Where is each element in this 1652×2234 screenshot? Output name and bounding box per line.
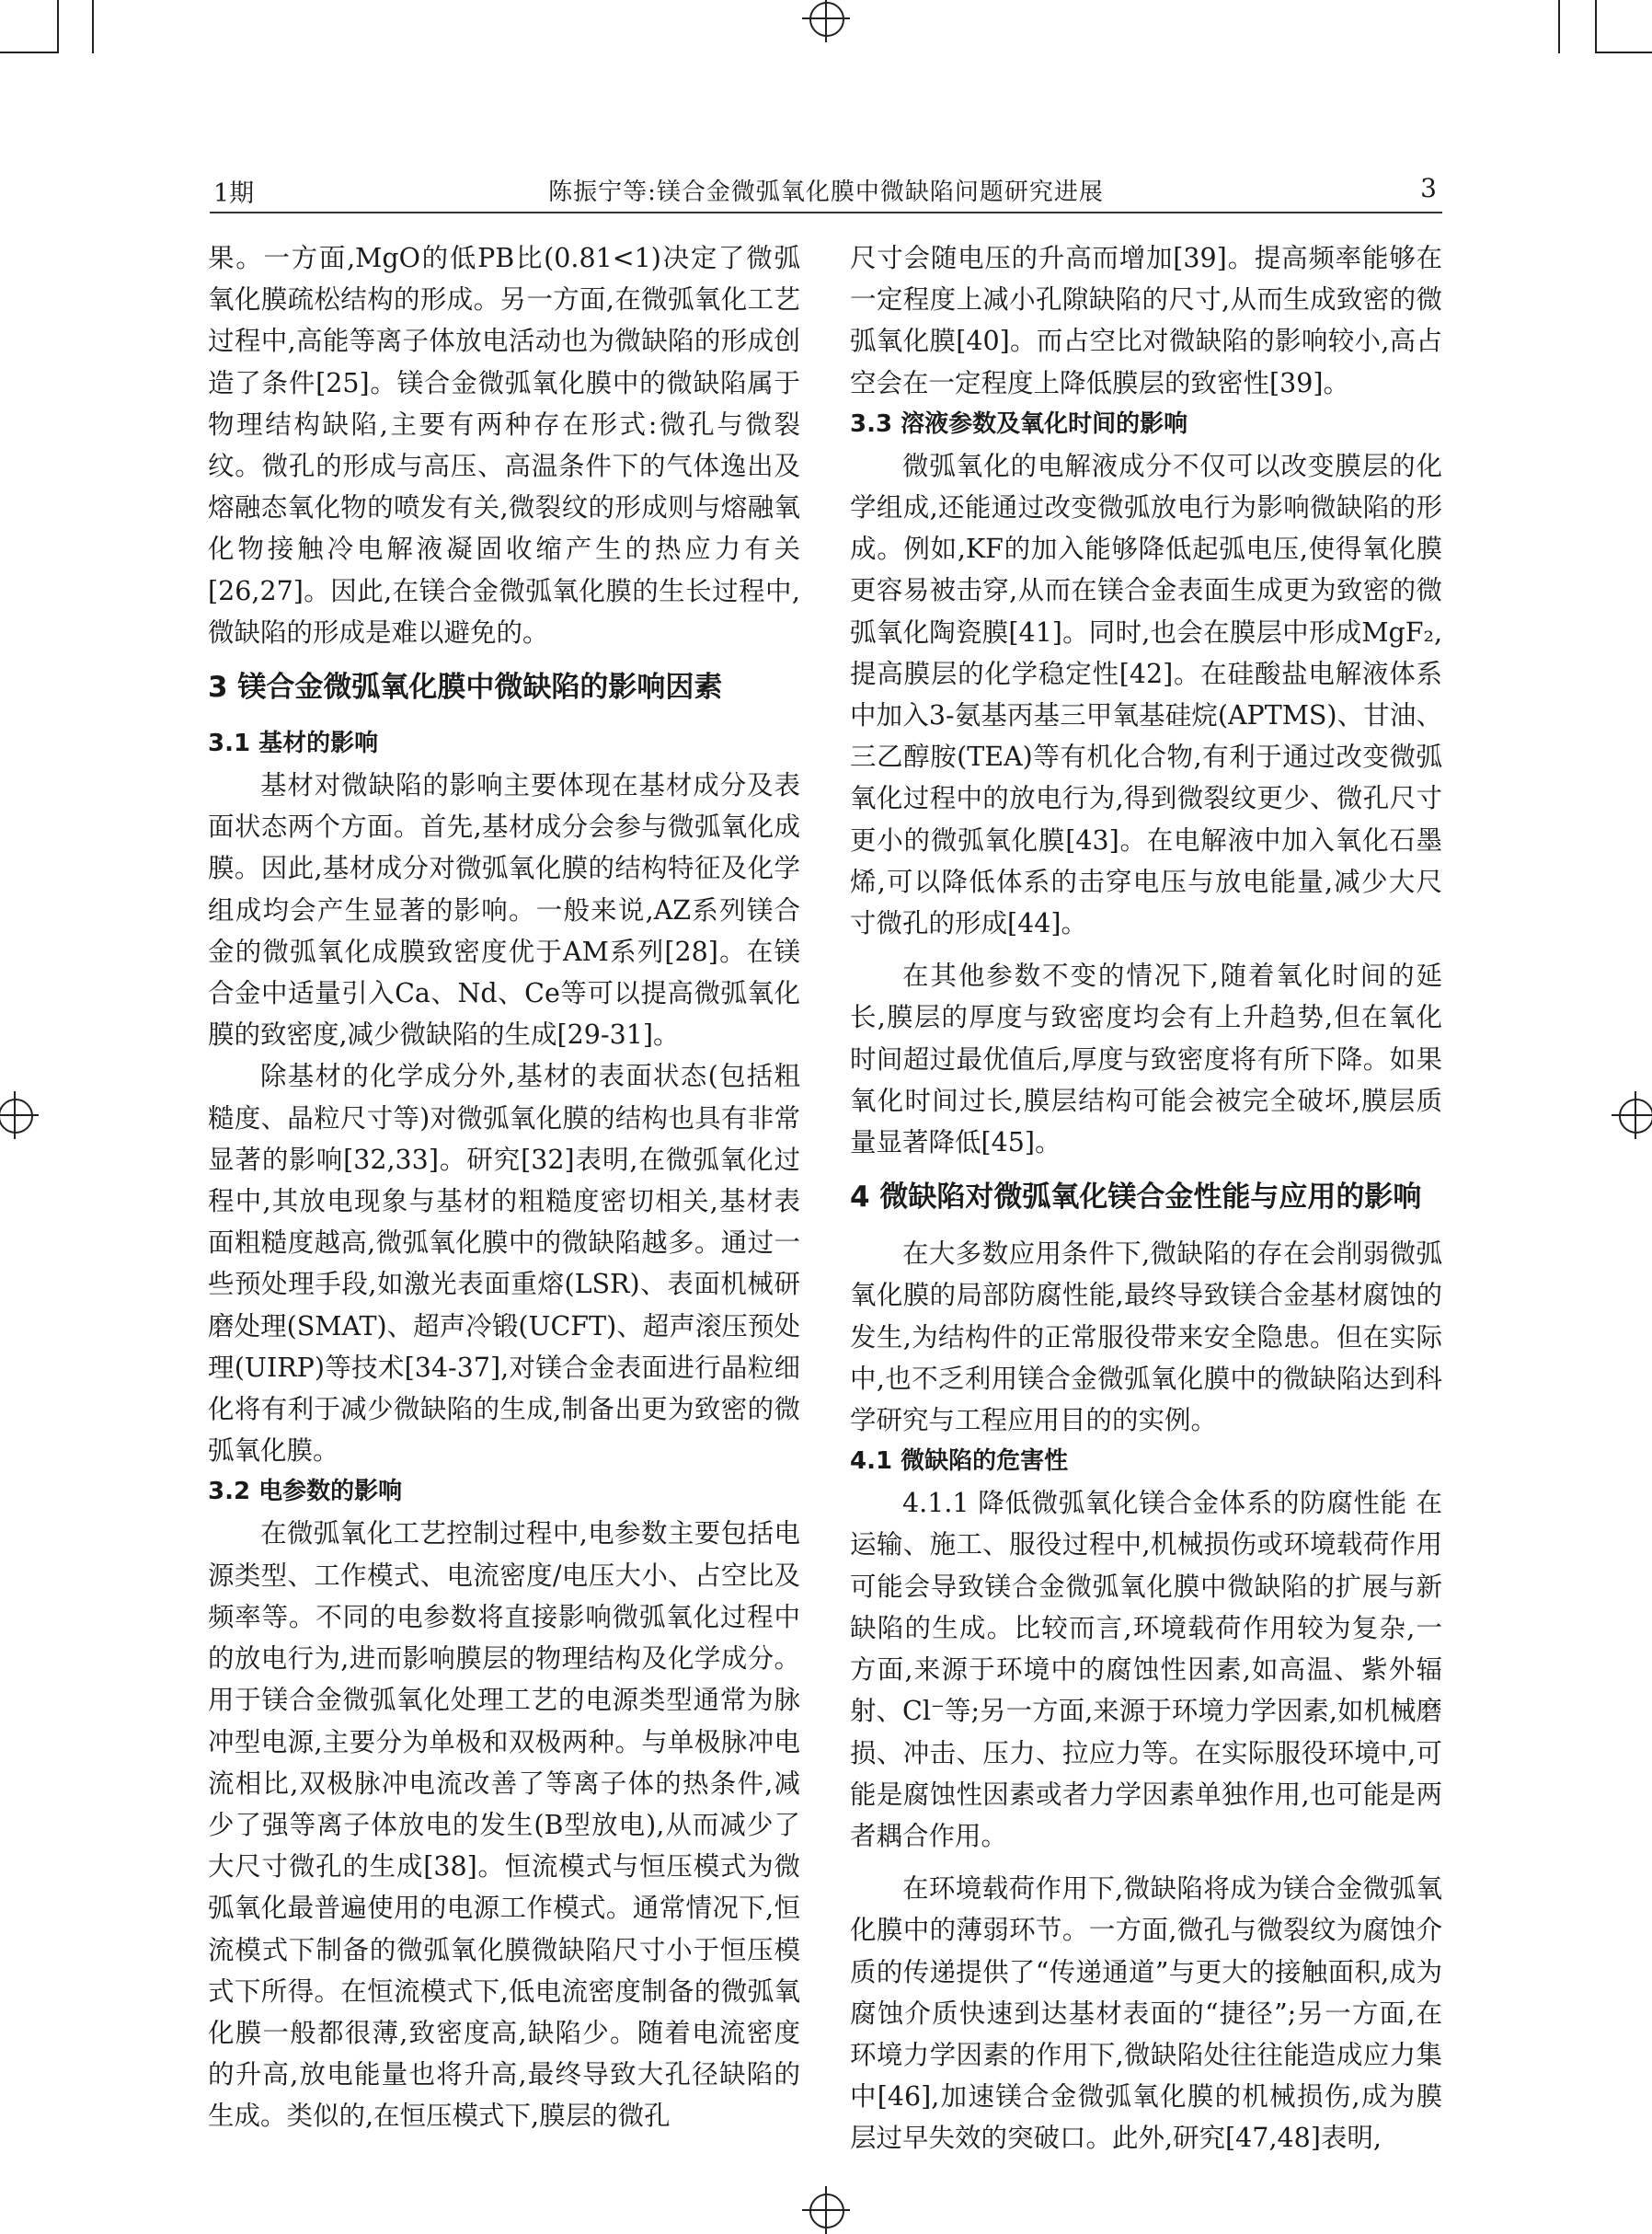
- subsection-heading: 3.2 电参数的影响: [208, 1478, 403, 1506]
- crop-mark: [92, 0, 94, 53]
- paragraph: 除基材的化学成分外,基材的表面状态(包括粗糙度、晶粒尺寸等)对微弧氧化膜的结构也具有非常显著的影响[32,33]。研究[32]表明,在微弧氧化过程中,其放电现象与基材的粗糙度密切相关,基材表面粗糙度越高,微弧氧化膜中的微缺陷越多。通过一些预处理手段,如激光表面重熔(LSR)、表面机械研磨处理(SMAT)、超声冷锻(UCFT)、超声滚压预处理(UIRP)等技术[34-37],对镁合金表面进行晶粒细化将有利于减少微缺陷的生成,制备出更为致密的微弧氧化膜。: [208, 1061, 800, 1467]
- registration-mark-bottom: [802, 2186, 850, 2234]
- paragraph: 基材对微缺陷的影响主要体现在基材成分及表面状态两个方面。首先,基材成分会参与微弧氧化成膜。因此,基材成分对微弧氧化膜的结构特征及化学组成均会产生显著的影响。一般来说,AZ系列镁合金的微弧氧化成膜致密度优于AM系列[28]。在镁合金中适量引入Ca、Nd、Ce等可以提高微弧氧化膜的致密度,减少微缺陷的生成[29-31]。: [208, 770, 800, 1051]
- crop-mark: [0, 52, 59, 53]
- running-title: 陈振宁等:镁合金微弧氧化膜中微缺陷问题研究进展: [548, 178, 1104, 206]
- registration-mark-left: [0, 1091, 39, 1139]
- page-number: 3: [1420, 173, 1437, 203]
- subsection-heading: 4.1 微缺陷的危害性: [850, 1447, 1069, 1476]
- paragraph: 在其他参数不变的情况下,随着氧化时间的延长,膜层的厚度与致密度均会有上升趋势,但在氧化时间超过最优值后,厚度与致密度将有所下降。如果氧化时间过长,膜层结构可能会被完全破坏,膜层质量显著降低[45]。: [850, 961, 1442, 1158]
- issue-label: 1期: [213, 179, 255, 208]
- left-column: [208, 237, 800, 2137]
- crop-mark: [1595, 52, 1652, 53]
- crop-mark: [1558, 0, 1560, 53]
- paragraph: 在大多数应用条件下,微缺陷的存在会削弱微弧氧化膜的局部防腐性能,最终导致镁合金基材腐蚀的发生,为结构件的正常服役带来安全隐患。但在实际中,也不乏利用镁合金微弧氧化膜中的微缺陷达到科学研究与工程应用目的的实例。: [850, 1238, 1442, 1436]
- subsection-heading: 3.1 基材的影响: [208, 730, 379, 758]
- crop-mark: [57, 0, 59, 53]
- crop-mark: [1595, 0, 1597, 53]
- subsection-heading: 3.3 溶液参数及氧化时间的影响: [850, 409, 1188, 438]
- section-heading: 3 镁合金微弧氧化膜中微缺陷的影响因素: [208, 671, 723, 705]
- right-column: [850, 237, 1442, 2159]
- paragraph: 4.1.1 降低微弧氧化镁合金体系的防腐性能 在运输、施工、服役过程中,机械损伤或环境载荷作用可能会导致镁合金微弧氧化膜中微缺陷的扩展与新缺陷的生成。比较而言,环境载荷作用较为复杂,一方面,来源于环境中的腐蚀性因素,如高温、紫外辐射、Cl⁻等;另一方面,来源于环境力学因素,如机械磨损、冲击、压力、拉应力等。在实际服役环境中,可能是腐蚀性因素或者力学因素单独作用,也可能是两者耦合作用。: [850, 1488, 1442, 1851]
- registration-mark-right: [1612, 1091, 1652, 1139]
- section-heading: 4 微缺陷对微弧氧化镁合金性能与应用的影响: [850, 1180, 1422, 1215]
- paragraph: 在环境载荷作用下,微缺陷将成为镁合金微弧氧化膜中的薄弱环节。一方面,微孔与微裂纹为腐蚀介质的传递提供了“传递通道”与更大的接触面积,成为腐蚀介质快速到达基材表面的“捷径”;另一方面,在环境力学因素的作用下,微缺陷处往往能造成应力集中[46],加速镁合金微弧氧化膜的机械损伤,成为膜层过早失效的突破口。此外,研究[47,48]表明,: [850, 1873, 1442, 2154]
- registration-mark-top: [802, 0, 850, 42]
- paragraph: 微弧氧化的电解液成分不仅可以改变膜层的化学组成,还能通过改变微弧放电行为影响微缺陷的形成。例如,KF的加入能够降低起弧电压,使得氧化膜更容易被击穿,从而在镁合金表面生成更为致密的微弧氧化陶瓷膜[41]。同时,也会在膜层中形成MgF₂,提高膜层的化学稳定性[42]。在硅酸盐电解液体系中加入3-氨基丙基三甲氧基硅烷(APTMS)、甘油、三乙醇胺(TEA)等有机化合物,有利于通过改变微弧氧化过程中的放电行为,得到微裂纹更少、微孔尺寸更小的微弧氧化膜[43]。在电解液中加入氧化石墨烯,可以降低体系的击穿电压与放电能量,减少大尺寸微孔的形成[44]。: [850, 450, 1442, 939]
- running-header: [210, 169, 1442, 213]
- paragraph: 果。一方面,MgO的低PB比(0.81<1)决定了微弧氧化膜疏松结构的形成。另一方面,在微弧氧化工艺过程中,高能等离子体放电活动也为微缺陷的形成创造了条件[25]。镁合金微弧氧化膜中的微缺陷属于物理结构缺陷,主要有两种存在形式:微孔与微裂纹。微孔的形成与高压、高温条件下的气体逸出及熔融态氧化物的喷发有关,微裂纹的形成则与熔融氧化物接触冷电解液凝固收缩产生的热应力有关[26,27]。因此,在镁合金微弧氧化膜的生长过程中,微缺陷的形成是难以避免的。: [208, 243, 800, 648]
- paragraph: 在微弧氧化工艺控制过程中,电参数主要包括电源类型、工作模式、电流密度/电压大小、占空比及频率等。不同的电参数将直接影响微弧氧化过程中的放电行为,进而影响膜层的物理结构及化学成分。用于镁合金微弧氧化处理工艺的电源类型通常为脉冲型电源,主要分为单极和双极两种。与单极脉冲电流相比,双极脉冲电流改善了等离子体的热条件,减少了强等离子体放电的发生(B型放电),从而减少了大尺寸微孔的生成[38]。恒流模式与恒压模式为微弧氧化最普遍使用的电源工作模式。通常情况下,恒流模式下制备的微弧氧化膜微缺陷尺寸小于恒压模式下所得。在恒流模式下,低电流密度制备的微弧氧化膜一般都很薄,致密度高,缺陷少。随着电流密度的升高,放电能量也将升高,最终导致大孔径缺陷的生成。类似的,在恒压模式下,膜层的微孔: [208, 1518, 800, 2132]
- paragraph: 尺寸会随电压的升高而增加[39]。提高频率能够在一定程度上减小孔隙缺陷的尺寸,从而生成致密的微弧氧化膜[40]。而占空比对微缺陷的影响较小,高占空会在一定程度上降低膜层的致密性[39]。: [850, 243, 1442, 398]
